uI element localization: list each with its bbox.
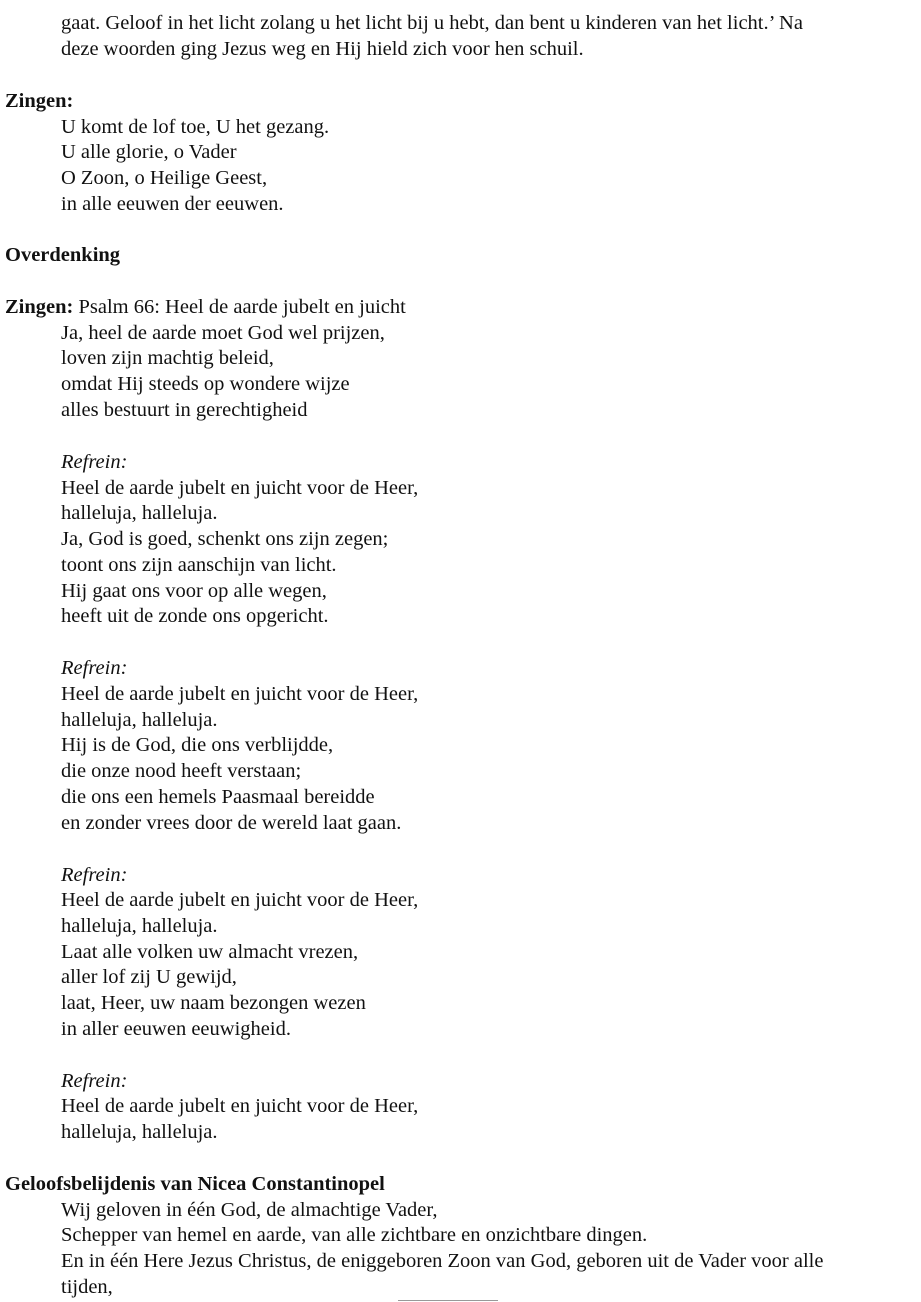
zingen-heading-label: Zingen: bbox=[5, 296, 74, 318]
zingen-line: U komt de lof toe, U het gezang. bbox=[61, 116, 330, 138]
psalm-line: en zonder vrees door de wereld laat gaan. bbox=[61, 812, 402, 834]
psalm-line: die ons een hemels Paasmaal bereidde bbox=[61, 786, 375, 808]
psalm-line: heeft uit de zonde ons opgericht. bbox=[61, 605, 329, 627]
refrain-line: halleluja, halleluja. bbox=[61, 915, 218, 937]
psalm-line: laat, Heer, uw naam bezongen wezen bbox=[61, 992, 366, 1014]
psalm-line: Hij gaat ons voor op alle wegen, bbox=[61, 580, 327, 602]
psalm-line: Laat alle volken uw almacht vrezen, bbox=[61, 941, 359, 963]
credo-line: tijden, bbox=[61, 1276, 113, 1298]
refrain-line: Heel de aarde jubelt en juicht voor de Heer, bbox=[61, 1095, 419, 1117]
refrain-line: halleluja, halleluja. bbox=[61, 1121, 218, 1143]
refrain-line: Heel de aarde jubelt en juicht voor de Heer, bbox=[61, 477, 419, 499]
refrain-line: halleluja, halleluja. bbox=[61, 709, 218, 731]
psalm-line: in aller eeuwen eeuwigheid. bbox=[61, 1018, 291, 1040]
refrain-line: Heel de aarde jubelt en juicht voor de Heer, bbox=[61, 889, 419, 911]
psalm-line: aller lof zij U gewijd, bbox=[61, 966, 237, 988]
psalm-line: omdat Hij steeds op wondere wijze bbox=[61, 373, 350, 395]
psalm-line: loven zijn machtig beleid, bbox=[61, 347, 274, 369]
psalm-line: Ja, heel de aarde moet God wel prijzen, bbox=[61, 322, 385, 344]
psalm-title: Psalm 66: Heel de aarde jubelt en juicht bbox=[73, 296, 406, 318]
refrain-label: Refrein: bbox=[61, 451, 128, 473]
zingen-heading: Zingen: bbox=[5, 90, 74, 112]
credo-line: En in één Here Jezus Christus, de eniggeboren Zoon van God, geboren uit de Vader voor alle bbox=[61, 1250, 824, 1272]
page-footer-rule bbox=[398, 1300, 498, 1301]
psalm-line: Ja, God is goed, schenkt ons zijn zegen; bbox=[61, 528, 389, 550]
zingen-line: U alle glorie, o Vader bbox=[61, 141, 237, 163]
credo-heading: Geloofsbelijdenis van Nicea Constantinopel bbox=[5, 1173, 385, 1195]
credo-line: Schepper van hemel en aarde, van alle zichtbare en onzichtbare dingen. bbox=[61, 1224, 648, 1246]
zingen-line: O Zoon, o Heilige Geest, bbox=[61, 167, 268, 189]
refrain-line: Heel de aarde jubelt en juicht voor de Heer, bbox=[61, 683, 419, 705]
refrain-line: halleluja, halleluja. bbox=[61, 502, 218, 524]
intro-line-2: deze woorden ging Jezus weg en Hij hield zich voor hen schuil. bbox=[61, 38, 584, 60]
refrain-label: Refrein: bbox=[61, 1070, 128, 1092]
psalm-line: alles bestuurt in gerechtigheid bbox=[61, 399, 308, 421]
psalm-line: toont ons zijn aanschijn van licht. bbox=[61, 554, 337, 576]
psalm-heading bbox=[5, 294, 406, 320]
credo-line: Wij geloven in één God, de almachtige Vader, bbox=[61, 1199, 438, 1221]
zingen-line: in alle eeuwen der eeuwen. bbox=[61, 193, 284, 215]
overdenking-heading: Overdenking bbox=[5, 244, 121, 266]
refrain-label: Refrein: bbox=[61, 864, 128, 886]
psalm-line: die onze nood heeft verstaan; bbox=[61, 760, 302, 782]
intro-line-1: gaat. Geloof in het licht zolang u het licht bij u hebt, dan bent u kinderen van het licht.’ Na bbox=[61, 12, 803, 34]
psalm-line: Hij is de God, die ons verblijdde, bbox=[61, 734, 334, 756]
refrain-label: Refrein: bbox=[61, 657, 128, 679]
